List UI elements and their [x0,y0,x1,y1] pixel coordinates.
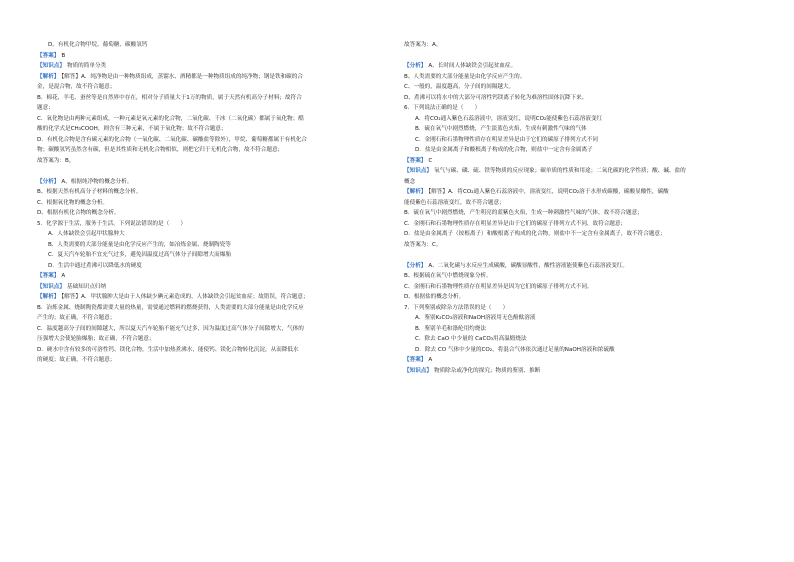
text-line [37,156,389,177]
line-text: B、根据天然有机高分子材料的概念分析。 [37,189,142,195]
text-line [404,198,756,209]
text-line [404,282,756,293]
text-line [37,187,389,198]
line-text: C．金刚石和石墨物理性质存在明显差异是由于它们的碳原子排列方式不同 [415,136,598,143]
line-text: D．除去 CO 气体中少量的CO₂，将混合气体依次通过足量的NaOH溶液和浓硫酸 [415,346,615,353]
line-text: 产生的；故正确，不符合题意； [37,315,116,321]
line-text: 物；碳酸氢钙虽然含有碳，但是其性质和无机化合物相似，则把它归于无机化合物，故不符合题意； [37,147,284,153]
text-line [37,292,389,303]
line-text: 【解答】A．将CO₂通入紫色石蕊溶液中，溶液变红，说明CO₂溶于水形成碳酸，碳酸显酸性，碳酸 [428,189,669,195]
text-line [37,219,389,230]
section-tag: 【知识点】 [404,367,432,374]
text-line [37,198,389,209]
section-tag: 【分析】 [404,63,427,69]
line-text: B．冶炼金属、烧制陶瓷都需要大量的热量，需要通过燃料的燃烧获得，人类需要的大部分能量是由化学反应 [37,304,304,311]
text-line [37,114,389,125]
line-text: B、根据硫在氧气中燃烧现象分析。 [404,273,492,279]
line-text: 基础知识点归纳 [66,283,107,290]
section-tag: 【解析】 [37,73,60,80]
line-text: 故答案为：B。 [37,157,75,164]
line-text: 压强增大会使轮胎爆胎；故正确，不符合题意； [37,336,155,342]
text-line [37,135,389,146]
text-line [404,40,756,61]
text-line [404,187,756,198]
text-line [37,282,389,293]
line-text: 物质除杂或净化的探究；物质的鉴别、推断 [433,367,541,374]
line-text: B．硫在氧气中剧烈燃烧，产生淡蓝色火焰，生成有刺激性气味的气体 [415,126,587,132]
text-line [37,324,389,335]
text-line [404,82,756,93]
text-line [404,135,756,146]
line-text: 金，是混合物，故不符合题意； [37,84,116,90]
left-column [37,40,389,366]
section-tag: 【答案】 [404,357,427,363]
line-text: 故答案为：A。 [404,42,442,48]
line-text: 5．化学源于生活，服务于生活。下列说法错误的是（ ） [37,220,186,227]
text-line [37,103,389,114]
line-text: 6．下列说法正确的是（ ） [404,105,481,111]
line-text: 酸的化学式是CH₃COOH，则含有三种元素，不属于氧化物；故不符合题意； [37,126,227,132]
text-line [404,103,756,114]
line-text: C．氧化物是由两种元素组成，一种元素是氧元素的化合物，二氧化碳、干冰（二氧化碳）都属于氧化物；酷 [37,115,304,122]
text-line [37,177,389,188]
text-line [404,72,756,83]
line-text: D、煮沸可以将水中的大部分可溶性钙镁离子转化为难溶性固体沉降下来。 [404,94,588,101]
line-text: D、根据盐的概念分析。 [404,294,465,300]
text-line [404,261,756,272]
text-line [37,313,389,324]
line-text: C．除去 CaO 中少量的 CaCO₃用高温煅烧法 [415,336,527,342]
text-line [404,229,756,240]
section-tag: 【知识点】 [37,283,65,290]
line-text: 概念 [404,178,416,185]
text-line [404,177,756,188]
text-line [404,345,756,356]
text-line [404,93,756,104]
section-tag: 【解析】 [37,294,60,300]
line-text: 【解答】A．甲状腺肿大是由于人体缺少碘元素造成的，人体缺铁会引起贫血症；故错误，符合题意； [61,294,309,300]
text-line [404,156,756,167]
text-line [404,208,756,219]
text-line [37,250,389,261]
text-line [37,40,389,51]
line-text: D．盐是由金属离子和酸根离子构成的化合物，则盐中一定含有金属离子 [415,147,593,153]
text-line [404,292,756,303]
line-text: A．人体缺铁会引起甲状腺肿大 [48,231,125,237]
text-line [37,240,389,251]
line-text: 题意； [37,105,54,111]
text-line [404,219,756,230]
text-line [404,355,756,366]
line-text: A、二氧化碳与水反应生成碳酸，碳酸显酸性，酸性溶液能使紫色石蕊溶液变红。 [428,262,628,269]
line-text: A．鉴别K₂CO₃溶液和NaOH溶液用无色酚酞溶液 [415,315,536,321]
section-tag: 【知识点】 [37,63,65,69]
line-text: C、金刚石和石墨物理性质存在明显差异是因为它们的碳原子排列方式不同。 [404,283,593,290]
text-line [404,313,756,324]
section-tag: 【分析】 [37,178,60,185]
text-line [37,51,389,62]
text-line [37,271,389,282]
line-text: B．人类需要的大部分能量是由化学反应产生的，如冶炼金属、烧制陶瓷等 [48,241,231,248]
line-text: C [428,157,433,164]
text-line [37,345,389,356]
line-text: C．夏天汽车轮胎不宜充气过多，避免因温度过高气体分子间隙增大而爆胎 [48,252,231,258]
line-text: B．棉花，羊毛、蚕丝等是自然界中存在，相对分子质量大于1万的物质，属于天然有机高分子材料；故符合 [37,94,302,101]
section-tag: 【答案】 [37,273,60,279]
line-text: 能使紫色石蕊溶液变红，故不符合题意； [404,199,505,206]
line-text: 故答案为：C。 [404,241,442,248]
line-text: D、有机化合物甲烷、葡萄糖、碳酸氢钙 [48,42,148,48]
right-column [404,40,756,376]
line-text: B、人类需要的大部分能量是由化学反应产生的。 [404,73,526,80]
text-line [37,334,389,345]
line-text: D、根据有机化合物的概念分析。 [37,210,120,216]
text-line [37,93,389,104]
text-line [404,166,756,177]
text-line [404,124,756,135]
line-text: 【解答】A．纯净物是由一种物质组成，蒸馏水、酒精都是一种物质组成的纯净物；钢是铁和碳的合 [61,73,303,80]
text-line [404,303,756,314]
text-line [37,82,389,93]
line-text: D．盐是由金属离子（铵根离子）和酸根离子构成的化合物，则盐中不一定含有金属离子，故不符合题意； [404,231,666,237]
line-text: D．生活中通过煮沸可以降低水的硬度 [48,262,142,269]
text-line [37,208,389,219]
line-text: D．有机化合物是含有碳元素的化合物（一氧化碳、二氧化碳、碳酸盐等除外），甲烷、葡萄糖都属于有机化合 [37,136,308,143]
text-line [37,72,389,83]
text-line [37,61,389,72]
line-text: B．鉴别羊毛和涤纶用灼烧法 [415,325,486,332]
line-text: A．将CO₂通入紫色石蕊溶液中，溶液变红，说明CO₂能使紫色石蕊溶液变红 [415,115,603,122]
line-text: B．硫在氧气中剧烈燃烧，产生明亮的蓝紫色火焰，生成一种刺激性气味的气体，故不符合题意； [404,210,643,216]
line-text: C．温度越高分子间的间隙越大，所以夏天汽车轮胎不能充气过多，因为温度过高气体分子间隙增大，气体的 [37,325,304,332]
text-line [37,303,389,314]
line-text: D．硬水中含有较多的可溶性钙、镁化合物，生活中加热煮沸水，能使钙、镁化合物转化沉淀，从而降低水 [37,346,299,353]
line-text: 物质的简单分类 [66,63,107,69]
line-text: B [61,52,66,59]
section-tag: 【答案】 [37,52,60,59]
text-line [404,61,756,72]
text-line [37,145,389,156]
text-line [404,240,756,261]
text-line [37,355,389,366]
line-text: 的硬度；故正确，不符合题意； [37,357,116,363]
section-tag: 【答案】 [404,157,427,164]
line-text: A [61,273,66,279]
text-line [404,366,756,377]
text-line [37,124,389,135]
text-line [404,324,756,335]
line-text: 氧气与碳、磷、硫、铁等物质的反应现象；碳单质的性质和用途；二氧化碳的化学性质；酸、碱、盐的 [433,168,686,174]
text-line [404,145,756,156]
line-text: A [428,357,433,363]
section-tag: 【分析】 [404,262,427,269]
section-tag: 【解析】 [404,189,427,195]
text-line [404,271,756,282]
line-text: 7．下列鉴别或除杂方法错误的是（ ） [404,304,509,311]
line-text: C．金刚石和石墨物理性质存在明显差异是由于它们的碳原子排列方式不同，故符合题意； [404,220,627,227]
line-text: C、根据氧化物的概念分析。 [37,199,109,206]
text-line [404,114,756,125]
section-tag: 【知识点】 [404,168,432,174]
line-text: A、根据纯净物的概念分析。 [61,178,133,185]
text-line [37,229,389,240]
text-line [404,334,756,345]
line-text: C、一般的，温度越高，分子间的间隔越大。 [404,84,515,90]
line-text: A、长时间人体缺铁会引起贫血症。 [428,63,517,69]
text-line [37,261,389,272]
